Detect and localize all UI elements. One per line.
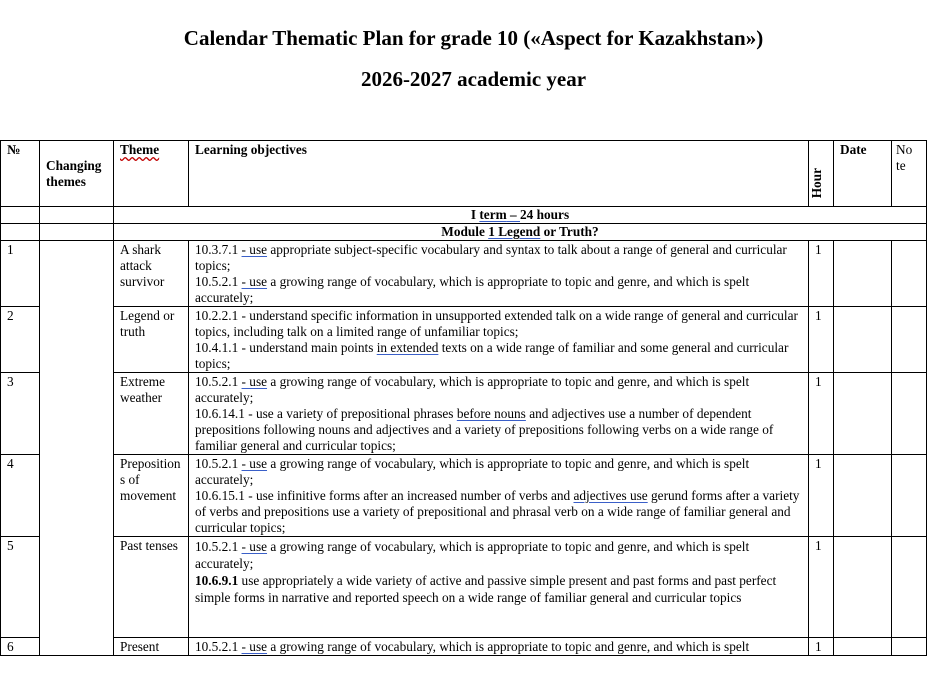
- row-hour: 1: [809, 537, 834, 638]
- term-label: I term – 24 hours: [114, 207, 927, 224]
- header-date: Date: [834, 141, 892, 207]
- row-objectives: 10.3.7.1 - use appropriate subject-specific vocabulary and syntax to talk about a range of general and curricular topics; 10.5.2.1 - use a growing range of vocabulary, which is appropriate to topic and genre, and which is spelt accurately;: [189, 241, 809, 307]
- header-learning-objectives: Learning objectives: [189, 141, 809, 207]
- row-number: 6: [1, 638, 40, 656]
- row-objectives: 10.2.2.1 - understand specific information in unsupported extended talk on a wide range of general and curricular topics, including talk on a limited range of unfamiliar topics; 10.4.1.1 - understand main points in extended texts on a wide range of familiar and some general and curricular topics;: [189, 307, 809, 373]
- academic-year: 2026-2027 academic year: [360, 67, 587, 91]
- row-theme: Past tenses: [114, 537, 189, 638]
- table-row: [1, 307, 927, 373]
- row-date: [834, 638, 892, 656]
- row-theme: Present: [114, 638, 189, 656]
- row-objectives: 10.5.2.1 - use a growing range of vocabulary, which is appropriate to topic and genre, and which is spelt: [189, 638, 809, 656]
- row-hour: 1: [809, 241, 834, 307]
- row-note: [892, 307, 927, 373]
- row-note: [892, 537, 927, 638]
- row-objectives: 10.5.2.1 - use a growing range of vocabulary, which is appropriate to topic and genre, and which is spelt accurately; 10.6.14.1 - use a variety of prepositional phrases before nouns and adjectives use a number of dependent prepositions following nouns and adjectives and a variety of prepositions following verbs on a wide range of familiar general and curricular topics;: [189, 373, 809, 455]
- header-changing-themes: Changing themes: [40, 141, 114, 207]
- term-row: [1, 207, 927, 224]
- row-hour: 1: [809, 455, 834, 537]
- row-theme: Prepositions of movement: [114, 455, 189, 537]
- table-row: [1, 241, 927, 307]
- document-title: Calendar Thematic Plan for grade 10 («Aspect for Kazakhstan»): [183, 26, 764, 50]
- header-hour: Hour: [809, 141, 834, 207]
- row-hour: 1: [809, 307, 834, 373]
- row-hour: 1: [809, 638, 834, 656]
- row-objectives: 10.5.2.1 - use a growing range of vocabulary, which is appropriate to topic and genre, and which is spelt accurately; 10.6.9.1 use appropriately a wide variety of active and passive simple present and past forms and past perfect simple forms in narrative and reported speech on a wide range of familiar general and curricular topics: [189, 537, 809, 638]
- table-row: [1, 455, 927, 537]
- row-hour: 1: [809, 373, 834, 455]
- row-note: [892, 241, 927, 307]
- row-objectives: 10.5.2.1 - use a growing range of vocabulary, which is appropriate to topic and genre, and which is spelt accurately; 10.6.15.1 - use infinitive forms after an increased number of verbs and adjectives use gerund forms after a variety of verbs and prepositions use a variety of prepositional and phrasal verb on a wide range of familiar general and curricular topics;: [189, 455, 809, 537]
- row-date: [834, 537, 892, 638]
- module-label: Module 1 Legend or Truth?: [114, 224, 927, 241]
- row-theme: Extreme weather: [114, 373, 189, 455]
- row-note: [892, 455, 927, 537]
- row-theme: Legend or truth: [114, 307, 189, 373]
- table-row: [1, 373, 927, 455]
- row-note: [892, 638, 927, 656]
- changing-themes-cell: [40, 241, 114, 656]
- table-row: [1, 537, 927, 638]
- row-date: [834, 307, 892, 373]
- row-theme: A shark attack survivor: [114, 241, 189, 307]
- module-row: [1, 224, 927, 241]
- row-number: 5: [1, 537, 40, 638]
- row-number: 2: [1, 307, 40, 373]
- table-row: [1, 638, 927, 656]
- header-note: No te: [892, 141, 927, 207]
- row-number: 3: [1, 373, 40, 455]
- row-note: [892, 373, 927, 455]
- thematic-plan-table: [0, 140, 927, 656]
- row-number: 1: [1, 241, 40, 307]
- row-number: 4: [1, 455, 40, 537]
- header-theme: Theme: [114, 141, 189, 207]
- header-number: №: [1, 141, 40, 207]
- row-date: [834, 241, 892, 307]
- header-row: [1, 141, 927, 207]
- row-date: [834, 373, 892, 455]
- row-date: [834, 455, 892, 537]
